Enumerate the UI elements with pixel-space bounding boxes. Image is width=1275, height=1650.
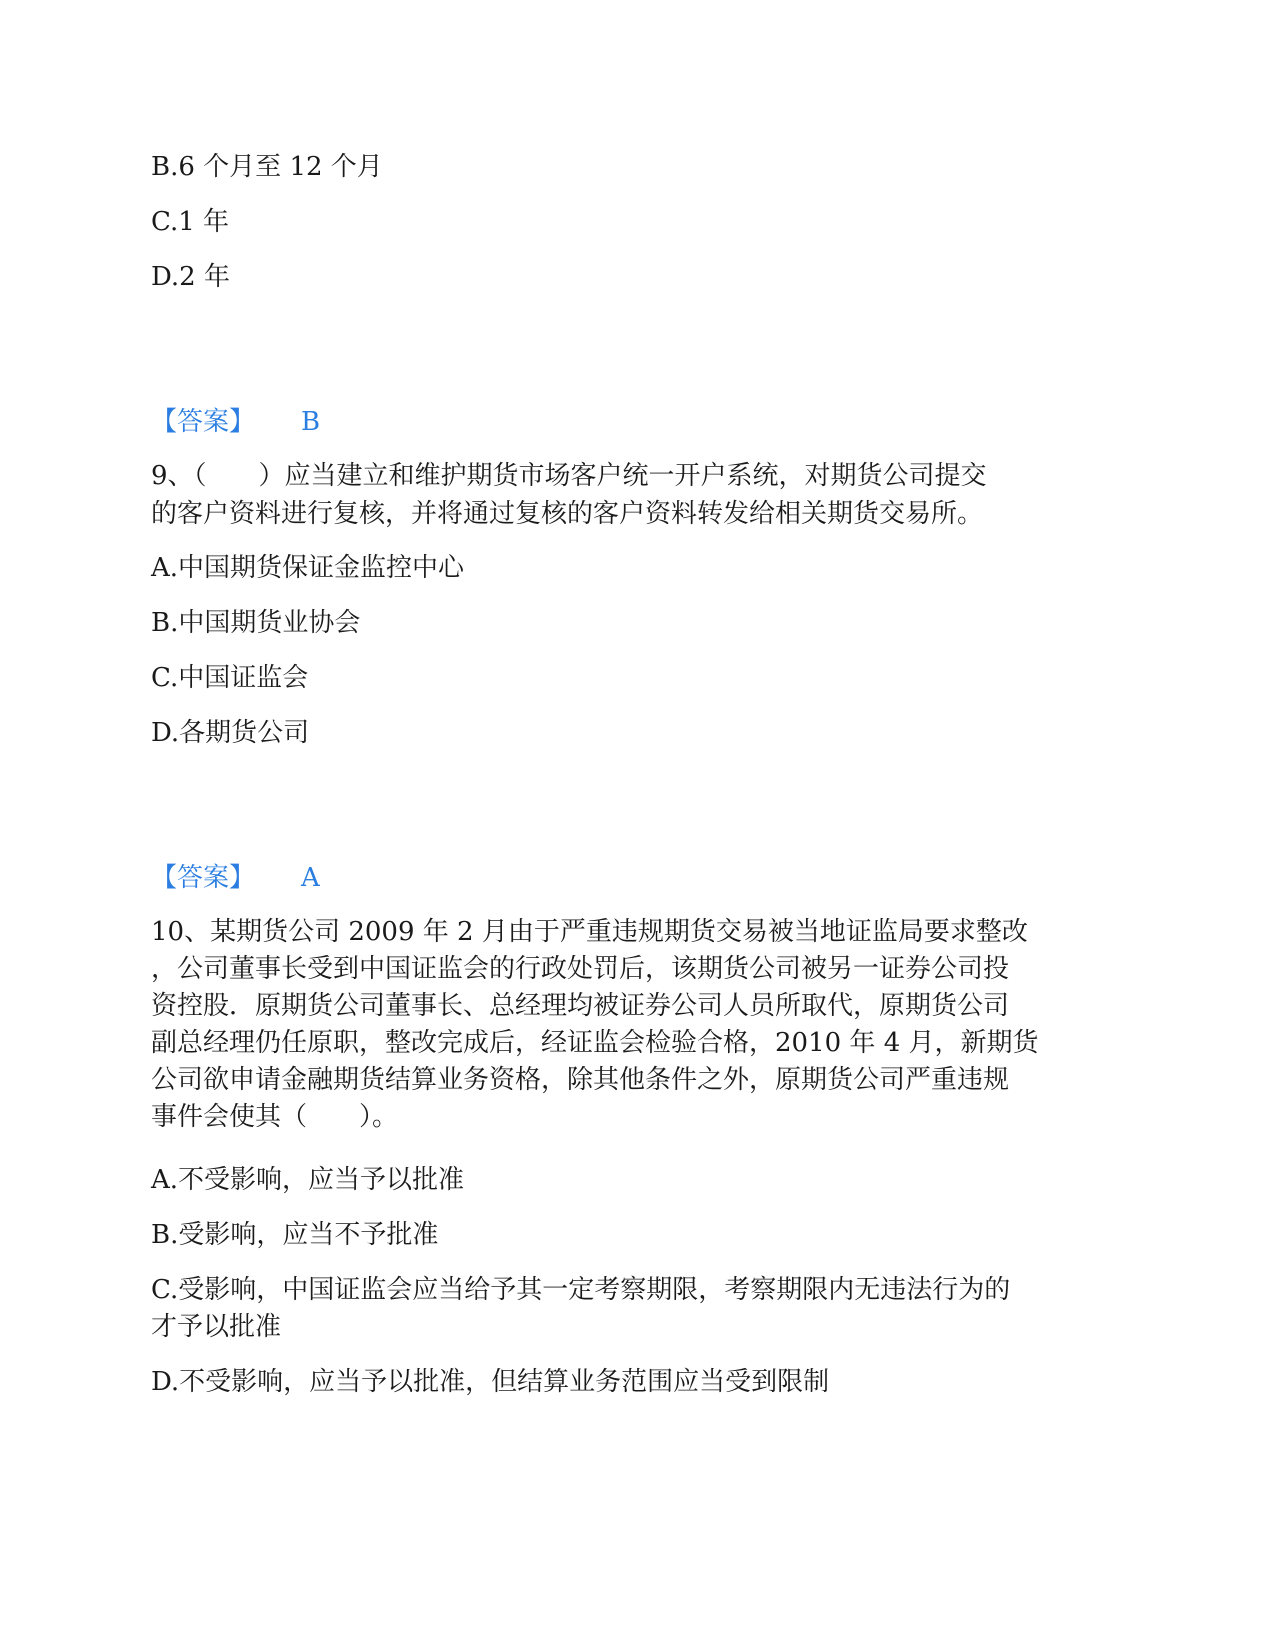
question-9-text-line-2: 的客户资料进行复核，并将通过复核的客户资料转发给相关期货交易所。 [151, 499, 984, 529]
question-9-answer-block [151, 862, 320, 894]
answer-label: 【答案】 [151, 407, 256, 437]
question-10-option-c-line-2: 才予以批准 [151, 1312, 282, 1342]
question-9-option-c: C.中国证监会 [151, 663, 309, 693]
question-10-option-c-line-1: C.受影响，中国证监会应当给予其一定考察期限，考察期限内无违法行为的 [151, 1275, 1011, 1305]
question-10-option-b: B.受影响，应当不予批准 [151, 1220, 439, 1250]
question-10-option-a: A.不受影响，应当予以批准 [151, 1165, 465, 1195]
answer-block [151, 406, 320, 438]
question-9-text-line-1: 9、（ ）应当建立和维护期货市场客户统一开户系统，对期货公司提交 [151, 461, 987, 491]
question-10-text-line-4: 副总经理仍任原职，整改完成后，经证监会检验合格，2010 年 4 月，新期货 [151, 1028, 1039, 1058]
question-9-option-d: D.各期货公司 [151, 718, 310, 748]
question-10-option-d: D.不受影响，应当予以批准，但结算业务范围应当受到限制 [151, 1367, 830, 1397]
answer-label: 【答案】 [151, 863, 256, 893]
question-10-text-line-1: 10、某期货公司 2009 年 2 月由于严重违规期货交易被当地证监局要求整改 [151, 917, 1028, 947]
option-b: B.6 个月至 12 个月 [151, 152, 383, 182]
question-10-text-line-6: 事件会使其（ ）。 [151, 1102, 399, 1132]
question-10-text-line-5: 公司欲申请金融期货结算业务资格，除其他条件之外，原期货公司严重违规 [151, 1065, 1010, 1095]
answer-value: A [301, 863, 320, 893]
option-d: D.2 年 [151, 262, 230, 292]
question-9-option-b: B.中国期货业协会 [151, 608, 361, 638]
question-10-text-line-2: ，公司董事长受到中国证监会的行政处罚后，该期货公司被另一证券公司投 [151, 954, 1010, 984]
answer-value: B [301, 407, 321, 437]
question-9-option-a: A.中国期货保证金监控中心 [151, 553, 465, 583]
option-c: C.1 年 [151, 207, 230, 237]
question-10-text-line-3: 资控股．原期货公司董事长、总经理均被证券公司人员所取代，原期货公司 [151, 991, 1010, 1021]
